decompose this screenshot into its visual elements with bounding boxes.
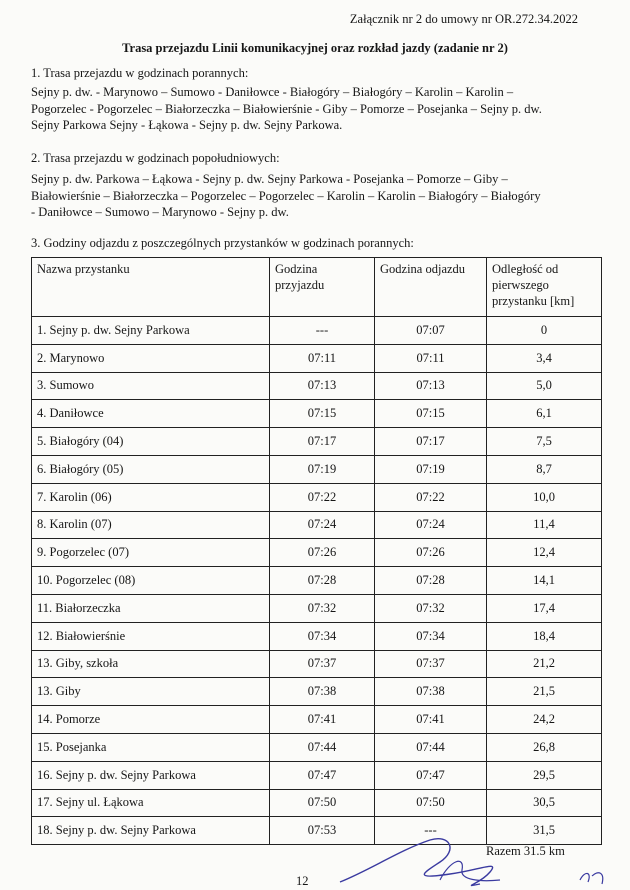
timetable (31, 257, 602, 845)
distance-cell: 29,5 (487, 761, 602, 789)
table-header-row (32, 258, 602, 317)
arrival-cell: 07:32 (270, 594, 375, 622)
arrival-cell: 07:37 (270, 650, 375, 678)
page-number: 12 (296, 874, 309, 888)
section1-line: Sejny Parkowa Sejny - Łąkowa - Sejny p. dw. Sejny Parkowa. (31, 118, 343, 133)
section2-line: Białowierśnie – Białorzeczka – Pogorzelec – Pogorzelec – Karolin – Karolin – Białogóry – Białogóry (31, 188, 541, 203)
signature-scribble (330, 810, 620, 890)
section2-line: - Daniłowce – Sumowo – Marynowo - Sejny p. dw. (31, 205, 289, 220)
arrival-cell: 07:50 (270, 789, 375, 817)
distance-cell: 18,4 (487, 622, 602, 650)
stop-name-cell: 17. Sejny ul. Łąkowa (32, 789, 270, 817)
stop-name-cell: 8. Karolin (07) (32, 511, 270, 539)
stop-name-cell: 10. Pogorzelec (08) (32, 567, 270, 595)
departure-cell: --- (375, 817, 487, 845)
table-row (32, 650, 602, 678)
stop-name-cell: 16. Sejny p. dw. Sejny Parkowa (32, 761, 270, 789)
stop-name-cell: 5. Białogóry (04) (32, 428, 270, 456)
arrival-cell: 07:44 (270, 733, 375, 761)
attachment-reference: Załącznik nr 2 do umowy nr OR.272.34.2022 (349, 12, 578, 26)
arrival-cell: 07:22 (270, 483, 375, 511)
table-row (32, 678, 602, 706)
table-row (32, 511, 602, 539)
distance-cell: 17,4 (487, 594, 602, 622)
departure-cell: 07:07 (375, 317, 487, 345)
table-row (32, 372, 602, 400)
arrival-cell: 07:28 (270, 567, 375, 595)
arrival-cell: 07:24 (270, 511, 375, 539)
arrival-cell: 07:38 (270, 678, 375, 706)
table-row (32, 344, 602, 372)
distance-cell: 6,1 (487, 400, 602, 428)
distance-cell: 12,4 (487, 539, 602, 567)
arrival-cell: 07:15 (270, 400, 375, 428)
departure-cell: 07:32 (375, 594, 487, 622)
stop-name-cell: 11. Białorzeczka (32, 594, 270, 622)
distance-cell: 10,0 (487, 483, 602, 511)
total-distance: Razem 31.5 km (486, 844, 565, 858)
table-row (32, 567, 602, 595)
departure-cell: 07:38 (375, 678, 487, 706)
distance-cell: 3,4 (487, 344, 602, 372)
distance-cell: 21,5 (487, 678, 602, 706)
stop-name-cell: 12. Białowierśnie (32, 622, 270, 650)
stop-name-cell: 6. Białogóry (05) (32, 455, 270, 483)
departure-cell: 07:44 (375, 733, 487, 761)
distance-cell: 21,2 (487, 650, 602, 678)
header-stop-name: Nazwa przystanku (32, 258, 270, 317)
departure-cell: 07:34 (375, 622, 487, 650)
distance-cell: 31,5 (487, 817, 602, 845)
table-row (32, 539, 602, 567)
stop-name-cell: 3. Sumowo (32, 372, 270, 400)
departure-cell: 07:50 (375, 789, 487, 817)
arrival-cell: 07:19 (270, 455, 375, 483)
distance-cell: 26,8 (487, 733, 602, 761)
table-row (32, 400, 602, 428)
section1-heading: 1. Trasa przejazdu w godzinach porannych: (31, 66, 249, 80)
table-row (32, 428, 602, 456)
stop-name-cell: 18. Sejny p. dw. Sejny Parkowa (32, 817, 270, 845)
departure-cell: 07:28 (375, 567, 487, 595)
departure-cell: 07:11 (375, 344, 487, 372)
section2-paragraph (31, 171, 589, 221)
section2-heading: 2. Trasa przejazdu w godzinach popołudniowych: (31, 151, 280, 165)
stop-name-cell: 14. Pomorze (32, 706, 270, 734)
section1-paragraph (31, 84, 589, 134)
distance-cell: 0 (487, 317, 602, 345)
distance-cell: 7,5 (487, 428, 602, 456)
departure-cell: 07:19 (375, 455, 487, 483)
arrival-cell: 07:47 (270, 761, 375, 789)
section2-line: Sejny p. dw. Parkowa – Łąkowa - Sejny p. dw. Sejny Parkowa - Posejanka – Pomorze – Giby – (31, 172, 508, 186)
stop-name-cell: 2. Marynowo (32, 344, 270, 372)
section3-heading: 3. Godziny odjazdu z poszczególnych przystanków w godzinach porannych: (31, 236, 414, 250)
departure-cell: 07:26 (375, 539, 487, 567)
table-row (32, 706, 602, 734)
departure-cell: 07:13 (375, 372, 487, 400)
stop-name-cell: 15. Posejanka (32, 733, 270, 761)
stop-name-cell: 13. Giby (32, 678, 270, 706)
table-row (32, 733, 602, 761)
distance-cell: 14,1 (487, 567, 602, 595)
document-title: Trasa przejazdu Linii komunikacyjnej oraz rozkład jazdy (zadanie nr 2) (122, 41, 508, 55)
departure-cell: 07:41 (375, 706, 487, 734)
distance-cell: 11,4 (487, 511, 602, 539)
arrival-cell: 07:17 (270, 428, 375, 456)
table-row (32, 594, 602, 622)
stop-name-cell: 4. Daniłowce (32, 400, 270, 428)
departure-cell: 07:47 (375, 761, 487, 789)
departure-cell: 07:22 (375, 483, 487, 511)
table-row (32, 622, 602, 650)
table-row (32, 455, 602, 483)
table-row (32, 761, 602, 789)
arrival-cell: 07:26 (270, 539, 375, 567)
arrival-cell: 07:53 (270, 817, 375, 845)
section1-line: Pogorzelec - Pogorzelec – Białorzeczka – Białowierśnie - Giby – Pomorze – Posejanka – Sejny p. dw. (31, 101, 542, 116)
table-row (32, 317, 602, 345)
stop-name-cell: 9. Pogorzelec (07) (32, 539, 270, 567)
stop-name-cell: 1. Sejny p. dw. Sejny Parkowa (32, 317, 270, 345)
arrival-cell: 07:34 (270, 622, 375, 650)
distance-cell: 30,5 (487, 789, 602, 817)
stop-name-cell: 7. Karolin (06) (32, 483, 270, 511)
departure-cell: 07:37 (375, 650, 487, 678)
table-row (32, 483, 602, 511)
departure-cell: 07:17 (375, 428, 487, 456)
arrival-cell: 07:41 (270, 706, 375, 734)
distance-cell: 24,2 (487, 706, 602, 734)
stop-name-cell: 13. Giby, szkoła (32, 650, 270, 678)
header-distance: Odległość od pierwszego przystanku [km] (487, 258, 602, 317)
distance-cell: 8,7 (487, 455, 602, 483)
arrival-cell: 07:11 (270, 344, 375, 372)
distance-cell: 5,0 (487, 372, 602, 400)
section1-line: Sejny p. dw. - Marynowo – Sumowo - Daniłowce - Białogóry – Białogóry – Karolin – Karolin – (31, 85, 514, 99)
header-arrival: Godzina przyjazdu (270, 258, 375, 317)
arrival-cell: --- (270, 317, 375, 345)
departure-cell: 07:24 (375, 511, 487, 539)
departure-cell: 07:15 (375, 400, 487, 428)
arrival-cell: 07:13 (270, 372, 375, 400)
header-departure: Godzina odjazdu (375, 258, 487, 317)
